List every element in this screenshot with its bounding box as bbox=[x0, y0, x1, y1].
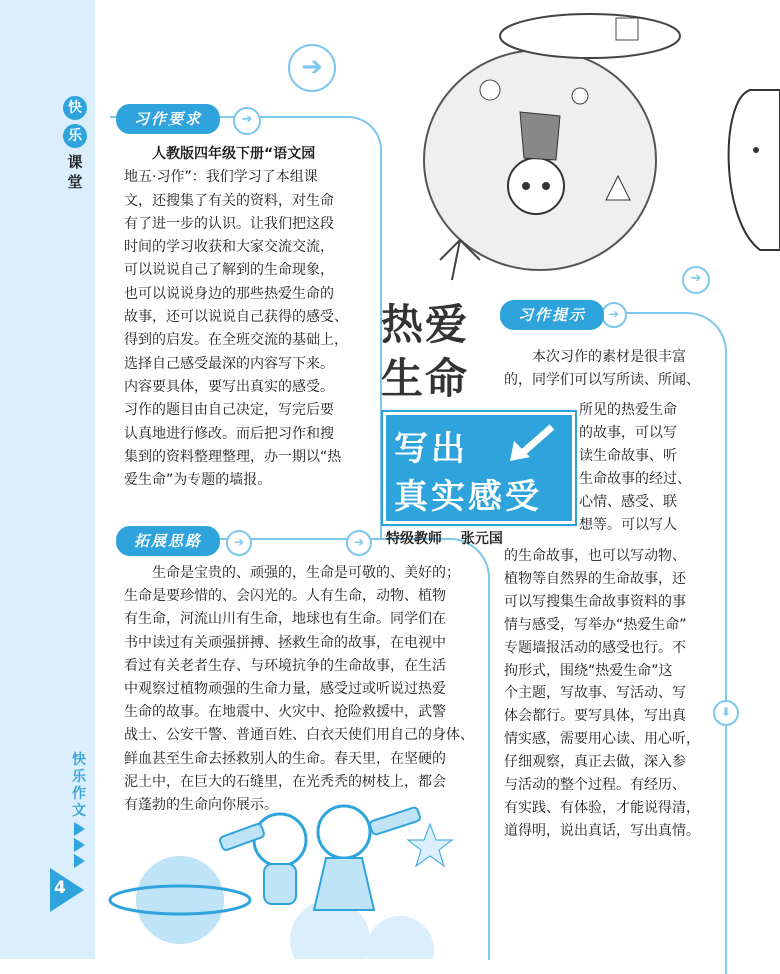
page-title bbox=[381, 298, 501, 406]
requirements-line: 可以说说自己了解到的生命现象， bbox=[124, 262, 334, 279]
boy-head bbox=[254, 814, 306, 866]
expand-line: 看过有关老者生存、与环境抗争的生命故事，在生活 bbox=[124, 657, 446, 674]
arrow-right-icon: ➔ bbox=[233, 107, 261, 135]
sidebar-char-1: 快 bbox=[63, 96, 87, 120]
hints-line: 体会都行。要写具体，写出真 bbox=[504, 708, 686, 725]
arrow-down-left-icon bbox=[504, 421, 558, 467]
hints-line: 心情、感受、联 bbox=[579, 493, 677, 510]
girl-face bbox=[508, 158, 564, 214]
expand-line: 有生命，河流山川有生命，地球也有生命。同学们在 bbox=[124, 611, 446, 628]
expand-line: 生命的故事。在地震中、火灾中、抢险救援中，武警 bbox=[124, 704, 446, 721]
page-number: 4 bbox=[54, 878, 66, 898]
boy-body bbox=[264, 864, 296, 904]
expand-line: 生命是要珍惜的、会闪光的。人有生命，动物、植物 bbox=[124, 588, 446, 605]
star-icon bbox=[408, 824, 452, 866]
arrow-right-icon: ➔ bbox=[601, 302, 627, 328]
hints-line: 拘形式，围绕“热爱生命”这 bbox=[504, 662, 673, 679]
subtitle-line-2: 真实感受 bbox=[394, 477, 542, 517]
hints-line: 生命故事的经过、 bbox=[579, 470, 691, 487]
requirements-line: 时间的学习收获和大家交流交流， bbox=[124, 239, 334, 256]
telescope bbox=[369, 807, 421, 836]
arrow-right-icon: ➔ bbox=[682, 266, 710, 294]
requirements-line: 故事，还可以说说自己获得的感受、 bbox=[124, 309, 348, 326]
space-illustration bbox=[420, 0, 780, 300]
hints-line: 个主题，写故事、写活动、写 bbox=[504, 685, 686, 702]
sidebar-column-title bbox=[60, 96, 90, 192]
hints-line: 的，同学们可以写所读、所闻、 bbox=[504, 371, 700, 388]
expand-line: 战士、公安干警、普通百姓、白衣天使们用自己的身体、 bbox=[124, 727, 474, 744]
expand-line: 有蓬勃的生命向你展示。 bbox=[124, 797, 278, 814]
cloud bbox=[366, 916, 434, 959]
requirements-line: 也可以说说身边的那些热爱生命的 bbox=[124, 285, 334, 302]
hints-line: 的故事，可以写 bbox=[579, 424, 677, 441]
planet-icon bbox=[480, 80, 500, 100]
requirements-line: 选择自己感受最深的内容写下来。 bbox=[124, 355, 334, 372]
arrow-right-icon: ➔ bbox=[226, 530, 252, 556]
hints-line: 与活动的整个过程。有经历、 bbox=[504, 777, 686, 794]
series-char-2: 乐 bbox=[72, 769, 86, 785]
series-char-4: 文 bbox=[72, 803, 86, 819]
subtitle-box bbox=[383, 412, 575, 524]
play-triangle-icon bbox=[74, 854, 85, 868]
sidebar-char-2: 乐 bbox=[63, 124, 87, 148]
figure-eye bbox=[753, 147, 759, 153]
requirements-line: 内容要具体，要写出真实的感受。 bbox=[124, 378, 334, 395]
expand-heading: 拓展思路 bbox=[116, 526, 220, 556]
hints-heading: 习作提示 bbox=[500, 300, 604, 330]
girl-head bbox=[318, 806, 370, 858]
expand-text bbox=[124, 562, 476, 817]
requirements-heading: 习作要求 bbox=[116, 104, 220, 134]
girl-eye bbox=[542, 182, 550, 190]
girl-body bbox=[520, 112, 560, 160]
hints-line: 情实感，需要用心读、用心听， bbox=[504, 731, 700, 748]
hints-text-top bbox=[504, 346, 710, 392]
arrow-down-icon: ⬇ bbox=[713, 700, 739, 726]
hints-line: 的生命故事，也可以写动物、 bbox=[504, 548, 686, 564]
hints-line: 所见的热爱生命 bbox=[579, 402, 677, 418]
girl-eye bbox=[522, 182, 530, 190]
arrow-right-icon: ➔ bbox=[346, 530, 372, 556]
earth-top bbox=[500, 14, 680, 58]
play-triangle-icon bbox=[74, 822, 85, 836]
author-line bbox=[386, 528, 517, 548]
hints-line: 想等。可以写人 bbox=[579, 516, 677, 533]
hints-text-narrow bbox=[579, 399, 711, 536]
requirements-line: 地五·习作”：我们学习了本组课 bbox=[124, 169, 318, 186]
requirements-line: 文，还搜集了有关的资料，对生命 bbox=[124, 192, 334, 209]
hints-line: 可以写搜集生命故事资料的事 bbox=[504, 593, 686, 610]
planet-icon bbox=[136, 856, 224, 944]
expand-line: 书中读过有关顽强拼搏、拯救生命的故事，在电视中 bbox=[124, 634, 446, 651]
hints-line: 道得明，说出真话，写出真情。 bbox=[504, 822, 700, 839]
series-char-3: 作 bbox=[72, 786, 86, 802]
sidebar-char-3: 课 bbox=[67, 153, 83, 171]
title-line-1: 热爱 bbox=[381, 300, 470, 349]
requirements-line: 认真地进行修改。而后把习作和搜 bbox=[124, 425, 334, 442]
title-line-2: 生命 bbox=[381, 354, 470, 403]
play-triangle-icon bbox=[74, 838, 85, 852]
author-name: 张元国 bbox=[460, 531, 503, 547]
sidebar-series-name bbox=[66, 752, 92, 868]
castle bbox=[616, 18, 638, 40]
hints-line: 专题墙报活动的感受也行。不 bbox=[504, 639, 686, 656]
requirements-line: 习作的题目由自己决定，写完后要 bbox=[124, 402, 334, 419]
expand-line: 泥土中，在巨大的石缝里，在光秃秃的树枝上，都会 bbox=[124, 773, 446, 790]
series-char-1: 快 bbox=[72, 752, 86, 768]
requirements-line: 爱生命”为专题的墙报。 bbox=[124, 472, 272, 489]
children-illustration bbox=[100, 800, 480, 959]
expand-line: 生命是宝贵的、顽强的，生命是可敬的、美好的； bbox=[152, 565, 460, 581]
expand-line: 中观察过植物顽强的生命力量，感受过或听说过热爱 bbox=[124, 681, 446, 698]
arrow-right-icon: ➔ bbox=[288, 44, 336, 92]
sidebar-char-4: 堂 bbox=[67, 173, 83, 191]
hints-line: 读生命故事、听 bbox=[579, 447, 677, 464]
cartoon-figure bbox=[729, 90, 780, 250]
hints-line: 有实践、有体验，才能说得清， bbox=[504, 799, 700, 816]
hints-text-bottom bbox=[504, 545, 710, 843]
requirements-line: 得到的启发。在全班交流的基础上， bbox=[124, 332, 348, 349]
subtitle-line-1: 写出 bbox=[394, 429, 468, 469]
hints-line: 本次习作的素材是很丰富 bbox=[532, 349, 686, 365]
requirements-line: 人教版四年级下册“语文园 bbox=[152, 146, 316, 162]
requirements-line: 集到的资料整理整理，办一期以“热 bbox=[124, 448, 342, 465]
author-role: 特级教师 bbox=[386, 531, 442, 547]
expand-line: 鲜血甚至生命去拯救别人的生命。春天里，在坚硬的 bbox=[124, 750, 446, 767]
girl-dress bbox=[314, 858, 374, 910]
requirements-text bbox=[124, 143, 376, 492]
hints-line: 植物等自然界的生命故事，还 bbox=[504, 570, 686, 587]
planet-icon bbox=[572, 88, 588, 104]
hints-line: 情与感受，写举办“热爱生命” bbox=[504, 616, 687, 633]
hints-line: 仔细观察，真正去做，深入参 bbox=[504, 754, 686, 771]
requirements-line: 有了进一步的认识。让我们把这段 bbox=[124, 215, 334, 232]
